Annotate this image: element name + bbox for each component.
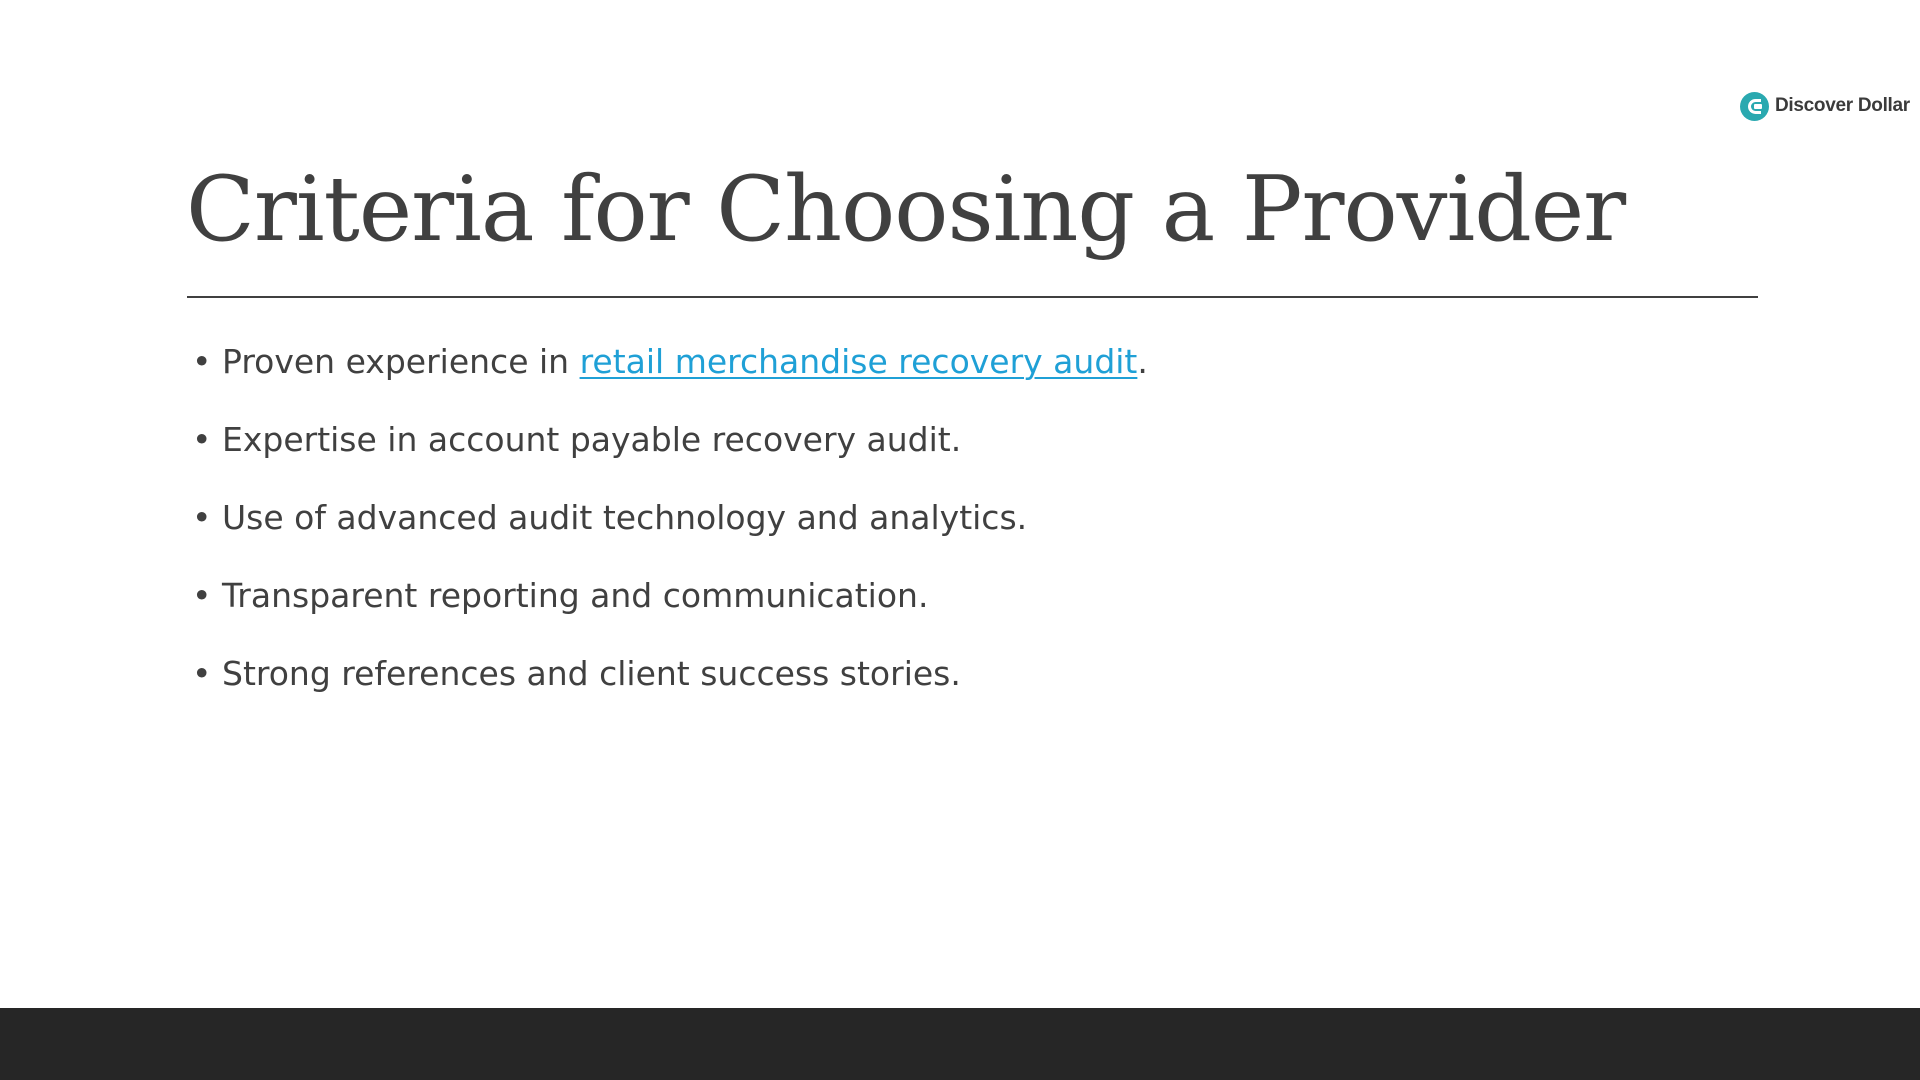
- retail-merchandise-recovery-audit-link[interactable]: retail merchandise recovery audit: [579, 342, 1138, 381]
- bullet-icon: •: [192, 654, 212, 693]
- bullet-text: Strong references and client success stories.: [222, 654, 961, 693]
- footer-bar: [0, 1008, 1920, 1080]
- bullet-icon: •: [192, 420, 212, 459]
- bullet-text: Use of advanced audit technology and analytics.: [222, 498, 1028, 537]
- slide-title: Criteria for Choosing a Provider: [186, 157, 1626, 262]
- discover-dollar-logo: [1740, 90, 1910, 122]
- bullet-text: Expertise in account payable recovery audit.: [222, 420, 962, 459]
- title-divider: [187, 296, 1758, 298]
- discover-dollar-logo-icon: [1740, 92, 1769, 121]
- logo-text: Discover Dollar: [1775, 95, 1910, 116]
- bullet-text: Transparent reporting and communication.: [222, 576, 929, 615]
- bullet-item: [188, 416, 1148, 494]
- bullet-item: [188, 572, 1148, 650]
- bullet-item: [188, 338, 1148, 416]
- bullet-icon: •: [192, 498, 212, 537]
- bullet-icon: •: [192, 576, 212, 615]
- bullet-item: [188, 650, 1148, 728]
- bullet-item: [188, 494, 1148, 572]
- bullet-icon: •: [192, 342, 212, 381]
- bullet-text-prefix: Proven experience in: [222, 342, 580, 381]
- bullet-text-suffix: .: [1137, 342, 1148, 381]
- bullet-list: [188, 338, 1148, 728]
